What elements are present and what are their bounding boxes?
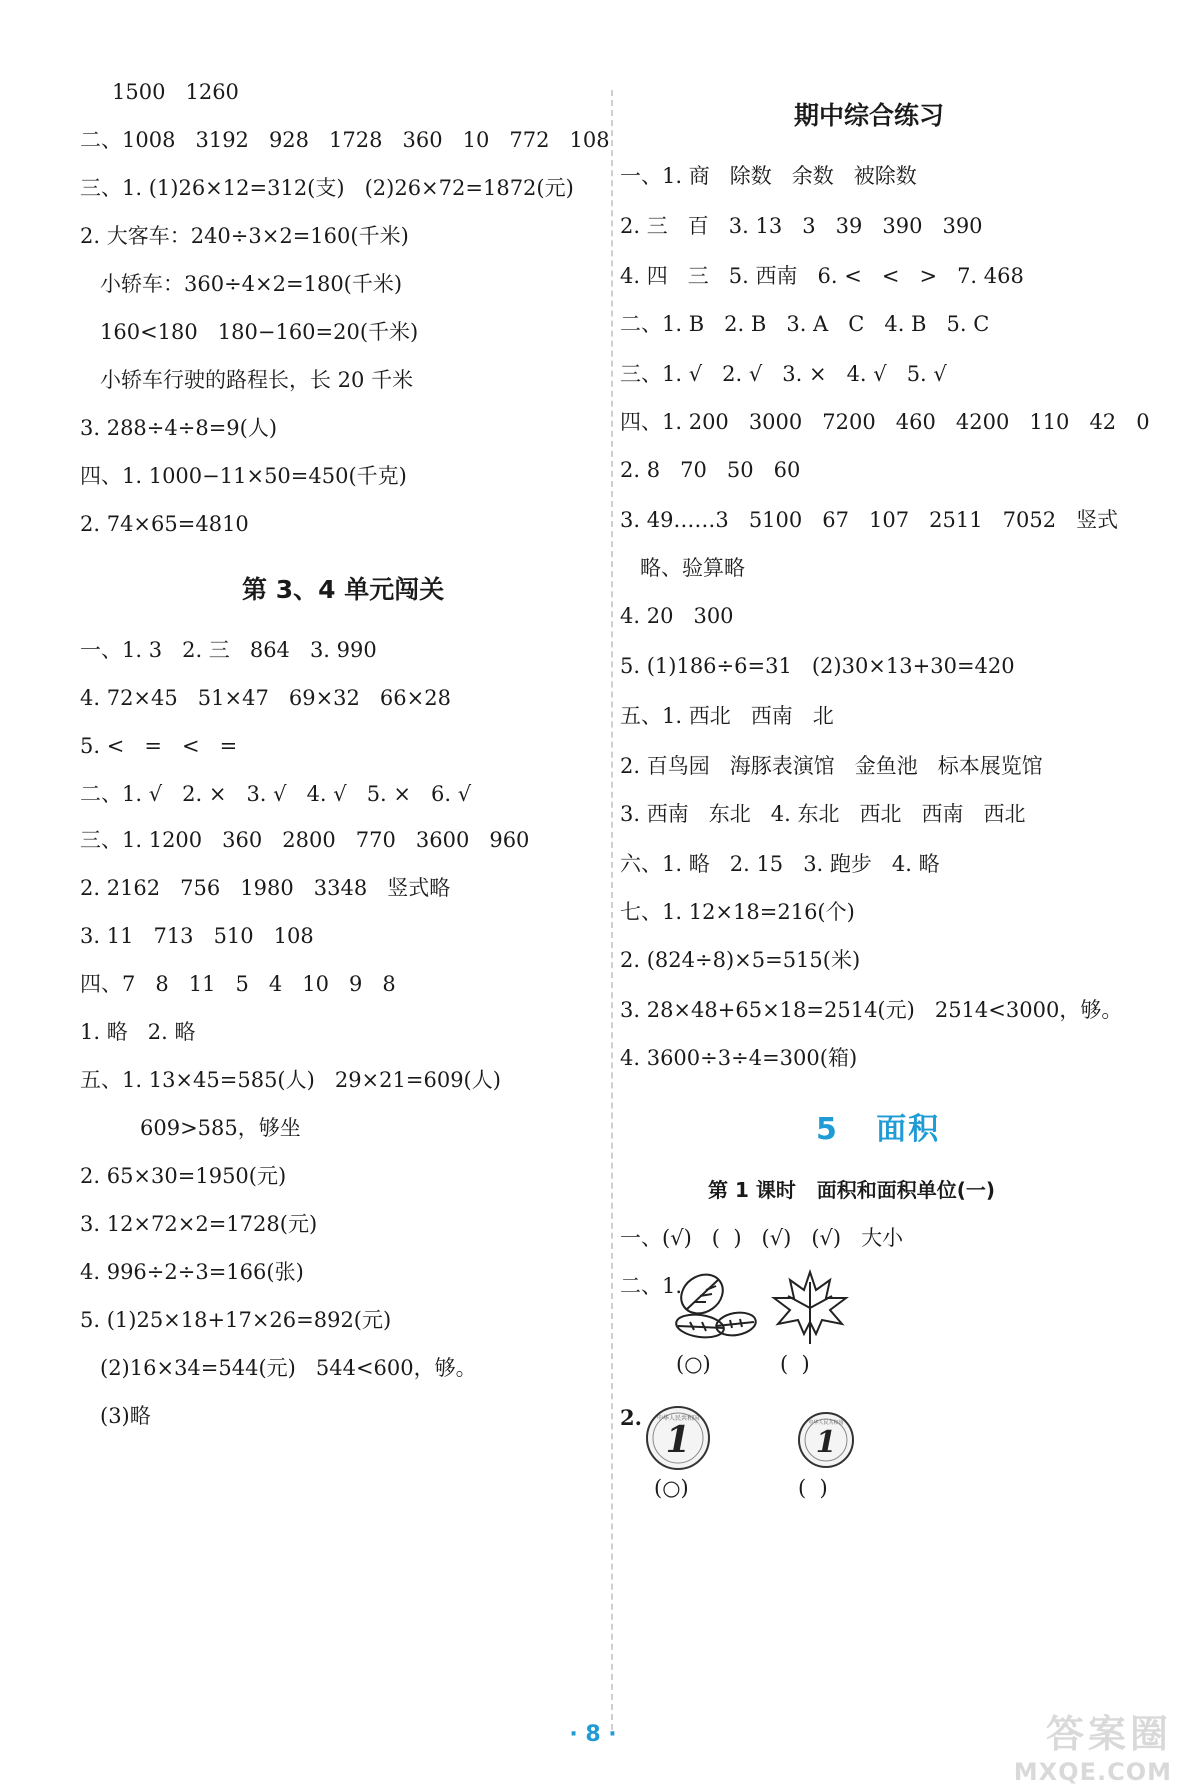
section-title: 第 3、4 单元闯关 [242,575,445,604]
answer-line: 4. 3600÷3÷4=300(箱) [620,1046,858,1070]
answer-line: 小轿车：360÷4×2=180(千米) [100,272,403,296]
small-coin-icon [796,1410,856,1470]
watermark [1014,1703,1172,1786]
answer-line: 5. (1)25×18+17×26=892(元) [80,1308,392,1332]
answer-line: 2. 8 70 50 60 [620,458,801,482]
answer-line: 二、1. B 2. B 3. A C 4. B 5. C [620,312,990,336]
answer-line: 二、1. [620,1274,683,1298]
answer-line: 2. 74×65=4810 [80,512,249,536]
answer-line: 六、1. 略 2. 15 3. 跑步 4. 略 [620,852,940,876]
answer-line: 4. 20 300 [620,604,734,628]
answer-line: 2. 2162 756 1980 3348 竖式略 [80,876,451,900]
answer-line: 1. 略 2. 略 [80,1020,196,1044]
answer-line: 3. 12×72×2=1728(元) [80,1212,318,1236]
coin-digit: 1 [815,1425,837,1460]
answer-line: (2)16×34=544(元) 544<600，够。 [100,1356,477,1380]
answer-line: 3. 288÷4÷8=9(人) [80,416,278,440]
answer-line: 4. 72×45 51×47 69×32 66×28 [80,686,451,710]
answer-line: 一、1. 商 除数 余数 被除数 [620,164,917,188]
large-coin-icon [644,1404,712,1472]
answer-line: 2. 三 百 3. 13 3 39 390 390 [620,214,983,238]
answer-line: 4. 996÷2÷3=166(张) [80,1260,304,1284]
coin-inscription: 中华人民共和国 [656,1415,700,1422]
column-divider [611,90,613,1730]
coin-digit: 1 [665,1419,691,1461]
maple-leaf-icon [770,1268,850,1346]
answer-line: 四、7 8 11 5 4 10 9 8 [80,972,396,996]
answer-line: 一、(√) ( ) (√) (√) 大小 [620,1226,904,1250]
answer-line: 3. 西南 东北 4. 东北 西北 西南 西北 [620,802,1026,826]
answer-line: 四、1. 200 3000 7200 460 4200 110 42 0 [620,410,1150,434]
coin-inscription: 中华人民共和国 [808,1420,844,1426]
answer-line: 160<180 180−160=20(千米) [100,320,419,344]
answer-line: (3)略 [100,1404,151,1428]
answer-line: 一、1. 3 2. 三 864 3. 990 [80,638,377,662]
answer-line: 2. 百鸟园 海豚表演馆 金鱼池 标本展览馆 [620,754,1043,778]
watermark-line2: MXQE.COM [1013,1758,1172,1786]
answer-line: 5. < = < = [80,734,238,758]
answer-line: 5. (1)186÷6=31 (2)30×13+30=420 [620,654,1015,678]
answer-line: 小轿车行驶的路程长，长 20 千米 [100,368,414,392]
answer-line: 2. 65×30=1950(元) [80,1164,287,1188]
answer-line: 五、1. 13×45=585(人) 29×21=609(人) [80,1068,501,1092]
answer-line: 二、1. √ 2. × 3. √ 4. √ 5. × 6. √ [80,782,472,806]
answer-line: 五、1. 西北 西南 北 [620,704,834,728]
answer-line: 609>585，够坐 [140,1116,301,1140]
answer-line: 四、1. 1000−11×50=450(千克) [80,464,407,488]
answer-line: 1500 1260 [112,80,239,104]
section-title: 期中综合练习 [794,101,945,130]
leaf-answer-1: (○) [676,1352,711,1376]
answer-line: 七、1. 12×18=216(个) [620,900,855,924]
answer-line: 2. (824÷8)×5=515(米) [620,948,861,972]
page-number: · 8 · [569,1722,617,1747]
coin-question-label: 2. [620,1405,642,1430]
leaf-cluster-icon [670,1262,760,1344]
unit-title: 5 面积 [816,1112,941,1147]
answer-line: 3. 11 713 510 108 [80,924,314,948]
answer-line: 三、1. √ 2. √ 3. × 4. √ 5. √ [620,362,947,386]
answer-line: 4. 四 三 5. 西南 6. < < > 7. 468 [620,264,1024,288]
answer-line: 3. 49……3 5100 67 107 2511 7052 竖式 [620,508,1119,532]
answer-line: 二、1008 3192 928 1728 360 10 772 108 [80,128,610,152]
watermark-line1: 答案圈 [1045,1712,1172,1756]
answer-line: 三、1. 1200 360 2800 770 3600 960 [80,828,530,852]
leaf-answer-2: ( ) [780,1352,810,1376]
lesson-title: 第 1 课时 面积和面积单位(一) [708,1178,996,1202]
coin-answer-2: ( ) [798,1476,828,1500]
coin-answer-1: (○) [654,1476,689,1500]
answer-line: 三、1. (1)26×12=312(支) (2)26×72=1872(元) [80,176,574,200]
answer-line: 3. 28×48+65×18=2514(元) 2514<3000，够。 [620,998,1123,1022]
answer-line: 略、验算略 [640,556,745,580]
answer-line: 2. 大客车：240÷3×2=160(千米) [80,224,409,248]
